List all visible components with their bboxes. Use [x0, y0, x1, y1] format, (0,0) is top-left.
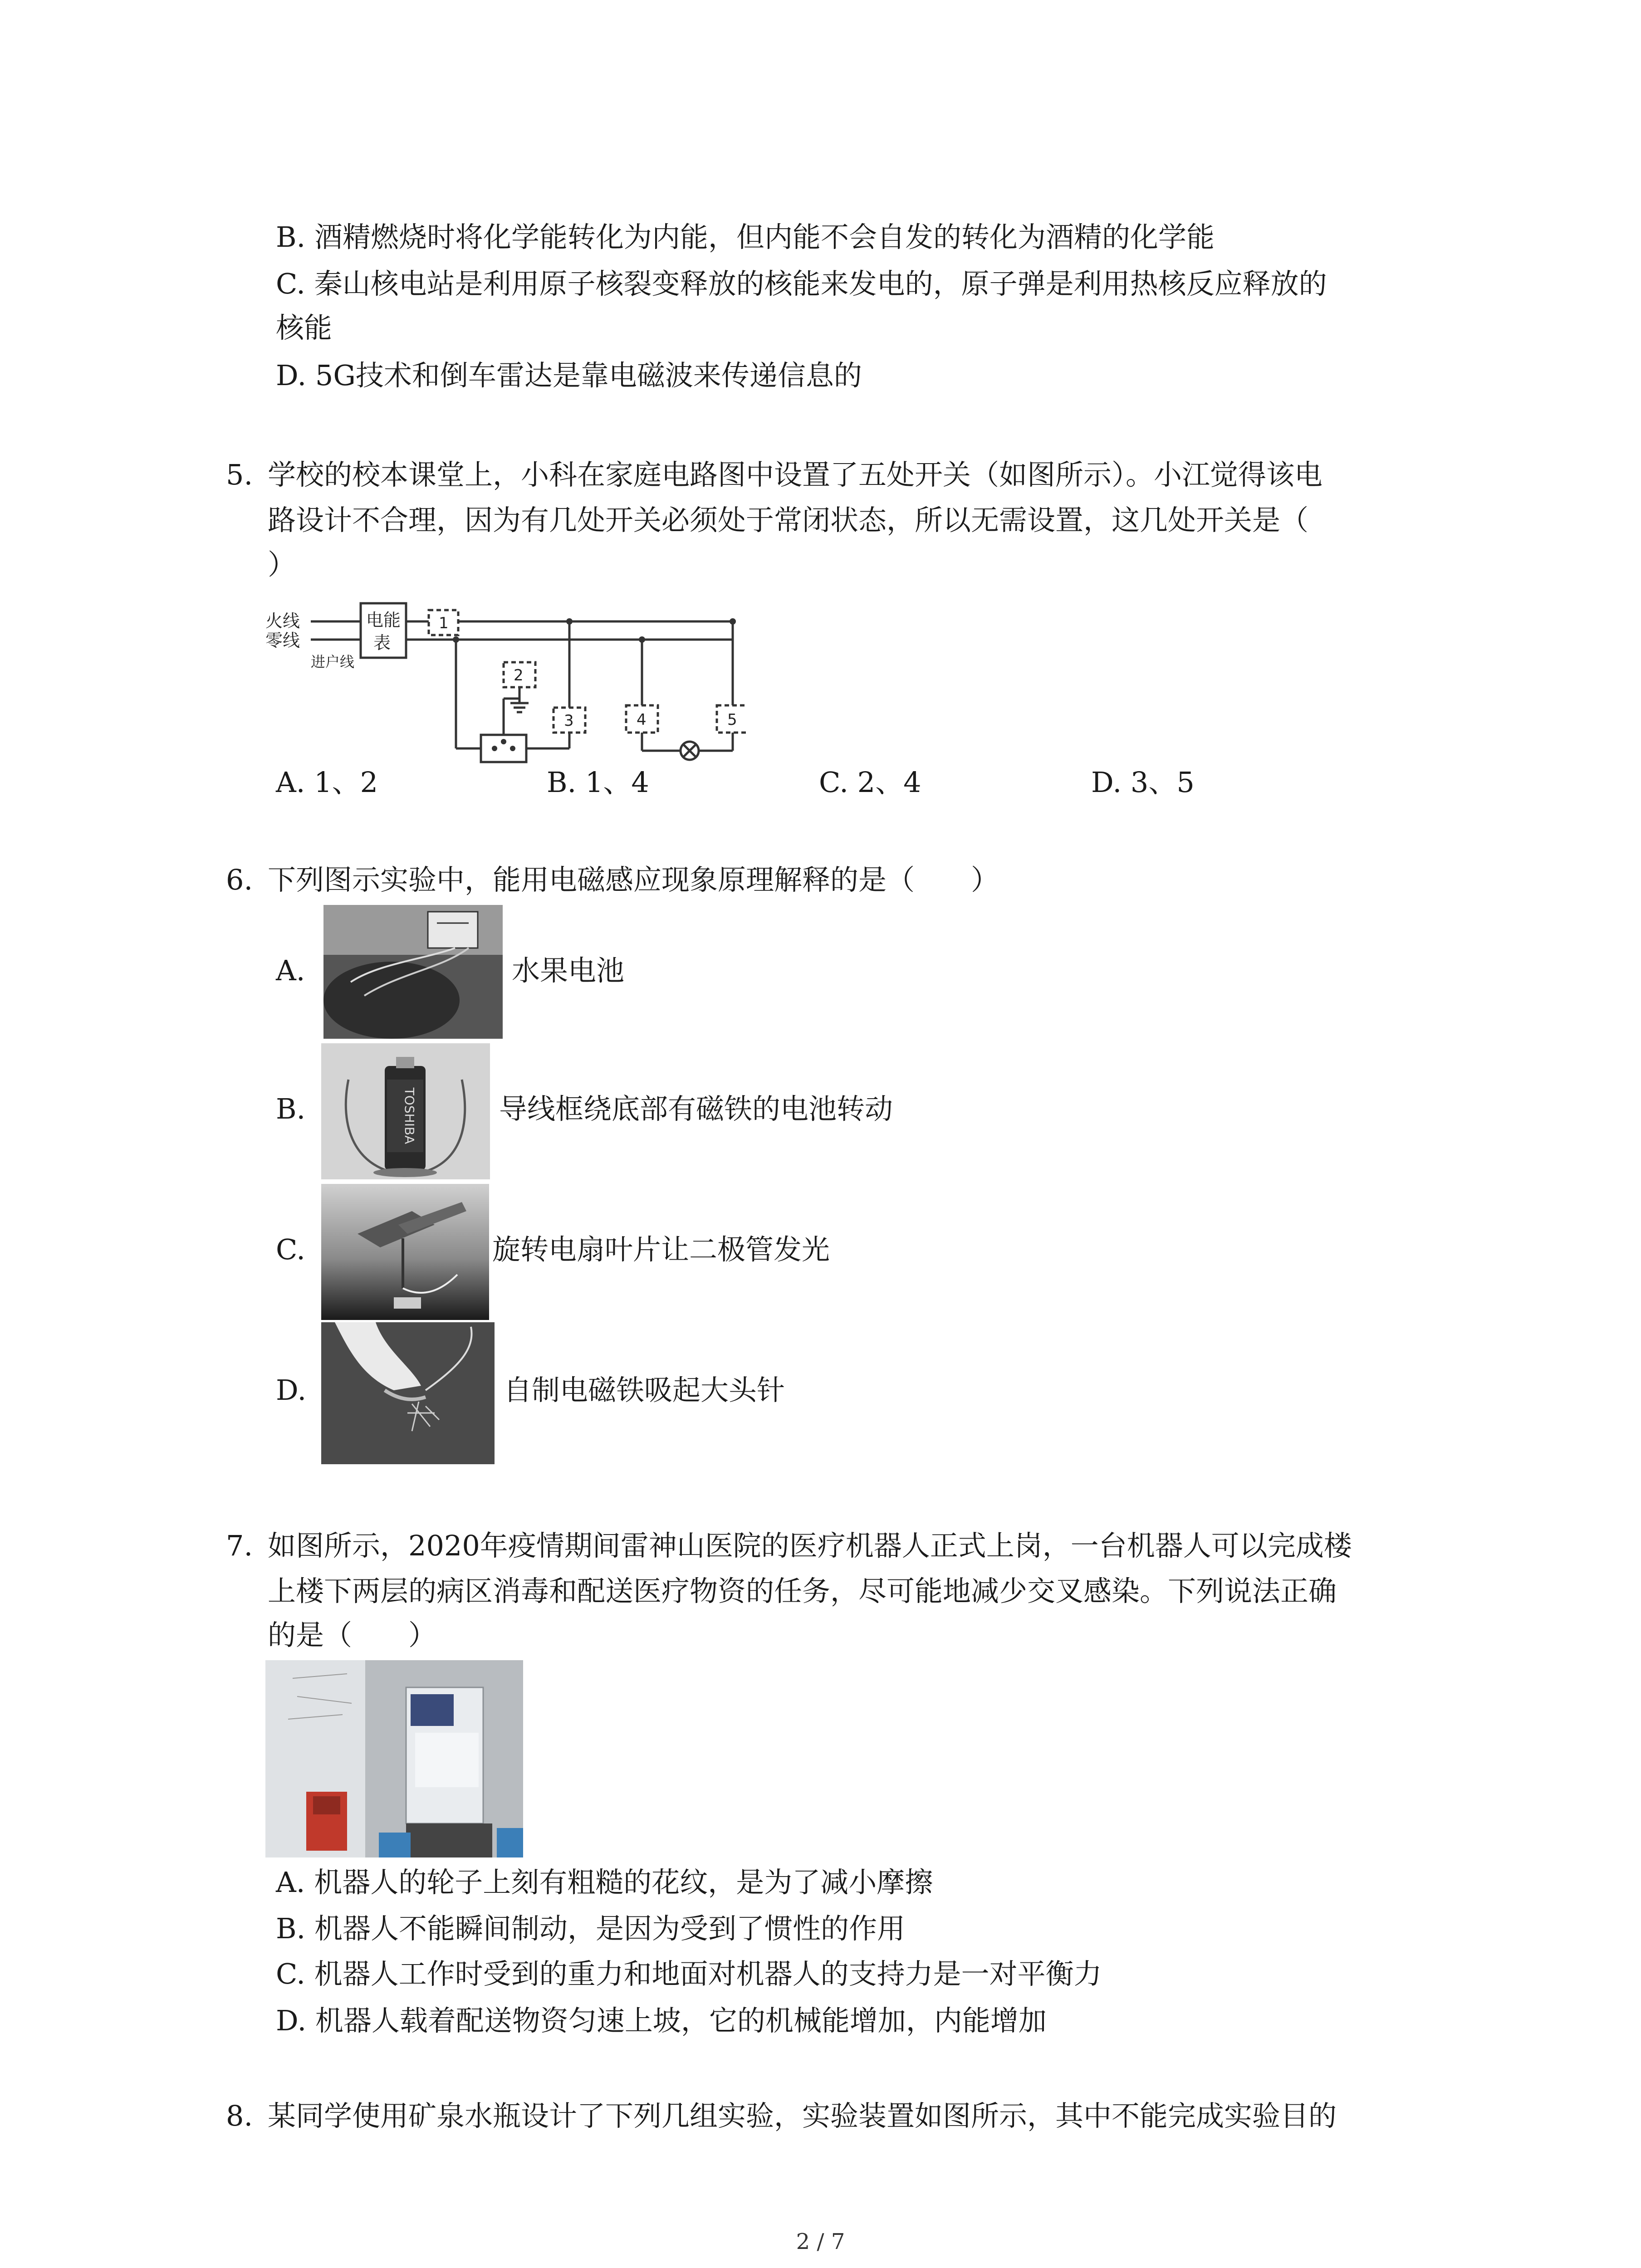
live-wire-label: 火线	[265, 611, 300, 631]
q5-option-d: D. 3、5	[1091, 766, 1195, 799]
fruit-battery-photo	[323, 905, 503, 1039]
q6-option-b-text: 导线框绕底部有磁铁的电池转动	[499, 1092, 893, 1125]
household-circuit-diagram	[265, 594, 746, 767]
switch-5-label: 5	[727, 711, 737, 729]
q7-stem-line1: 如图所示，2020年疫情期间雷神山医院的医疗机器人正式上岗，一台机器人可以完成楼	[268, 1529, 1352, 1562]
switch-1-label: 1	[439, 614, 449, 632]
q7-number: 7.	[226, 1529, 253, 1562]
switch-4-label: 4	[637, 711, 647, 729]
q6-option-d-label: D.	[276, 1374, 307, 1407]
q6-option-c-label: C.	[276, 1233, 305, 1266]
rotating-wire-battery-photo	[321, 1043, 490, 1179]
q7-option-c: C. 机器人工作时受到的重力和地面对机器人的支持力是一对平衡力	[276, 1957, 1102, 1990]
q8-stem-line1: 某同学使用矿泉水瓶设计了下列几组实验，实验装置如图所示，其中不能完成实验目的	[268, 2099, 1337, 2132]
q5-option-c: C. 2、4	[819, 766, 921, 799]
q5-stem-line2: 路设计不合理，因为有几处开关必须处于常闭状态，所以无需设置，这几处开关是（	[268, 503, 1309, 537]
q6-option-a-label: A.	[276, 954, 305, 987]
q5-stem-line3: ）	[268, 548, 296, 581]
page-number: 2 / 7	[796, 2229, 845, 2254]
switch-3-label: 3	[564, 712, 574, 730]
q7-option-b: B. 机器人不能瞬间制动，是因为受到了惯性的作用	[276, 1912, 905, 1945]
q6-option-c-text: 旋转电扇叶片让二极管发光	[492, 1233, 830, 1266]
q8-number: 8.	[226, 2099, 253, 2132]
q5-stem-line1: 学校的校本课堂上，小科在家庭电路图中设置了五处开关（如图所示）。小江觉得该电	[268, 458, 1323, 491]
meter-label-2: 表	[373, 633, 391, 653]
q6-stem: 下列图示实验中，能用电磁感应现象原理解释的是（ ）	[268, 863, 999, 896]
q7-stem-line3: 的是（ ）	[268, 1618, 437, 1652]
q4-option-b: B. 酒精燃烧时将化学能转化为内能，但内能不会自发的转化为酒精的化学能	[276, 220, 1215, 254]
q4-option-c-line2: 核能	[276, 311, 333, 344]
neutral-wire-label: 零线	[265, 631, 300, 650]
q4-option-d: D. 5G技术和倒车雷达是靠电磁波来传递信息的	[276, 359, 862, 392]
q4-option-c-line1: C. 秦山核电站是利用原子核裂变释放的核能来发电的，原子弹是利用热核反应释放的	[276, 267, 1327, 300]
q6-option-a-text: 水果电池	[512, 954, 625, 987]
q6-number: 6.	[226, 863, 253, 896]
meter-label-1: 电能	[366, 610, 401, 630]
medical-robot-photo	[265, 1660, 523, 1857]
q5-number: 5.	[226, 458, 253, 491]
electromagnet-photo	[321, 1322, 495, 1464]
q6-option-d-text: 自制电磁铁吸起大头针	[504, 1374, 785, 1407]
q7-option-d: D. 机器人载着配送物资匀速上坡，它的机械能增加，内能增加	[276, 2004, 1047, 2037]
entry-line-label: 进户线	[311, 653, 355, 670]
fan-diode-photo	[321, 1184, 489, 1320]
switch-2-label: 2	[514, 666, 524, 684]
q7-option-a: A. 机器人的轮子上刻有粗糙的花纹，是为了减小摩擦	[276, 1866, 933, 1899]
battery-brand-label: TOSHIBA	[402, 1087, 417, 1144]
q5-option-a: A. 1、2	[276, 766, 378, 799]
q5-option-b: B. 1、4	[547, 766, 649, 799]
q6-option-b-label: B.	[276, 1092, 306, 1125]
q7-stem-line2: 上楼下两层的病区消毒和配送医疗物资的任务，尽可能地减少交叉感染。下列说法正确	[268, 1574, 1337, 1608]
